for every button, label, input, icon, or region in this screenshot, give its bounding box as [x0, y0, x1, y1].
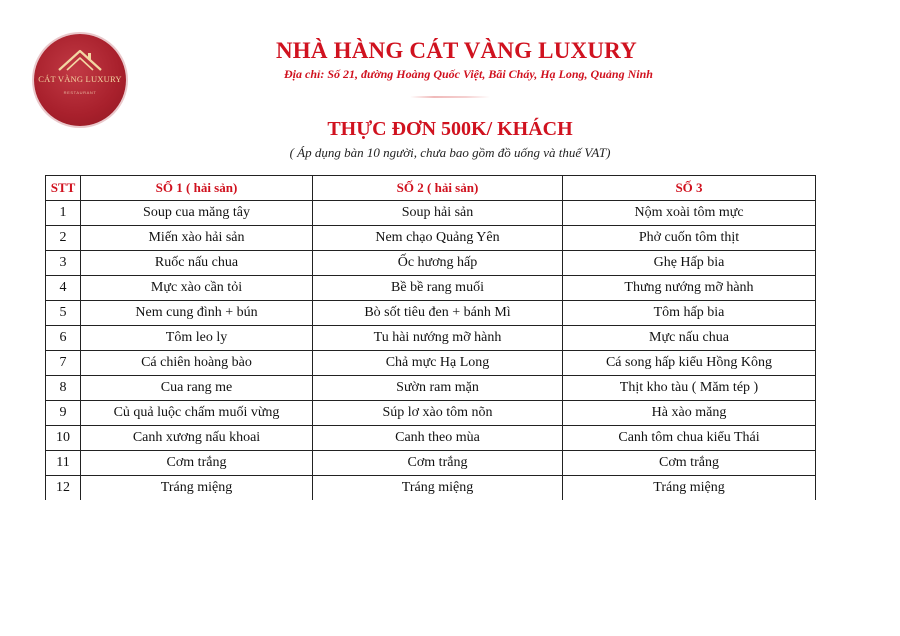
set-1-dish-cell: Cua rang me — [81, 376, 313, 401]
set-1-dish-cell: Tráng miệng — [81, 476, 313, 501]
set-3-dish-cell: Cá song hấp kiểu Hồng Kông — [563, 351, 816, 376]
column-header-set-3: SỐ 3 — [563, 176, 816, 201]
set-3-dish-cell: Tôm hấp bia — [563, 301, 816, 326]
table-row — [46, 326, 816, 351]
set-3-dish-cell: Canh tôm chua kiểu Thái — [563, 426, 816, 451]
set-3-dish-cell: Cơm trắng — [563, 451, 816, 476]
logo-subtext: RESTAURANT — [63, 90, 97, 95]
table-row — [46, 376, 816, 401]
set-2-dish-cell: Sườn ram mặn — [313, 376, 563, 401]
set-2-dish-cell: Cơm trắng — [313, 451, 563, 476]
menu-table-body — [46, 201, 816, 501]
set-1-dish-cell: Ruốc nấu chua — [81, 251, 313, 276]
set-2-dish-cell: Bò sốt tiêu đen + bánh Mì — [313, 301, 563, 326]
set-1-dish-cell: Miến xào hải sản — [81, 226, 313, 251]
set-3-dish-cell: Thịt kho tàu ( Măm tép ) — [563, 376, 816, 401]
row-number-cell: 6 — [46, 326, 81, 351]
set-1-dish-cell: Soup cua măng tây — [81, 201, 313, 226]
set-2-dish-cell: Bề bề rang muối — [313, 276, 563, 301]
row-number-cell: 11 — [46, 451, 81, 476]
menu-subtitle: ( Áp dụng bàn 10 người, chưa bao gồm đồ uống và thuế VAT) — [289, 145, 611, 160]
row-number-cell: 9 — [46, 401, 81, 426]
row-number-cell: 1 — [46, 201, 81, 226]
column-header-set-2: SỐ 2 ( hải sản) — [313, 176, 563, 201]
restaurant-name: NHÀ HÀNG CÁT VÀNG LUXURY — [276, 38, 637, 63]
column-header-set-1: SỐ 1 ( hải sản) — [81, 176, 313, 201]
table-row — [46, 226, 816, 251]
set-1-dish-cell: Cơm trắng — [81, 451, 313, 476]
set-1-dish-cell: Cá chiên hoàng bào — [81, 351, 313, 376]
set-2-dish-cell: Ốc hương hấp — [313, 251, 563, 276]
menu-table — [45, 175, 816, 500]
table-row — [46, 276, 816, 301]
set-1-dish-cell: Canh xương nấu khoai — [81, 426, 313, 451]
set-3-dish-cell: Hà xào măng — [563, 401, 816, 426]
table-row — [46, 201, 816, 226]
set-1-dish-cell: Củ quả luộc chấm muối vừng — [81, 401, 313, 426]
logo-text: CÁT VÀNG LUXURY — [38, 74, 122, 84]
roof-icon — [55, 46, 105, 72]
set-2-dish-cell: Chả mực Hạ Long — [313, 351, 563, 376]
set-3-dish-cell: Mực nấu chua — [563, 326, 816, 351]
table-row — [46, 301, 816, 326]
divider — [410, 96, 490, 98]
restaurant-logo — [34, 34, 126, 126]
set-3-dish-cell: Nộm xoài tôm mực — [563, 201, 816, 226]
set-3-dish-cell: Phở cuốn tôm thịt — [563, 226, 816, 251]
set-3-dish-cell: Thưng nướng mỡ hành — [563, 276, 816, 301]
row-number-cell: 10 — [46, 426, 81, 451]
set-2-dish-cell: Tu hài nướng mỡ hành — [313, 326, 563, 351]
set-2-dish-cell: Soup hải sản — [313, 201, 563, 226]
table-row — [46, 451, 816, 476]
set-2-dish-cell: Súp lơ xào tôm nõn — [313, 401, 563, 426]
row-number-cell: 3 — [46, 251, 81, 276]
set-3-dish-cell: Ghẹ Hấp bia — [563, 251, 816, 276]
set-1-dish-cell: Tôm leo ly — [81, 326, 313, 351]
row-number-cell: 4 — [46, 276, 81, 301]
table-row — [46, 426, 816, 451]
menu-title: THỰC ĐƠN 500K/ KHÁCH — [327, 118, 573, 140]
table-row — [46, 401, 816, 426]
row-number-cell: 7 — [46, 351, 81, 376]
row-number-cell: 5 — [46, 301, 81, 326]
set-2-dish-cell: Tráng miệng — [313, 476, 563, 501]
column-header-stt: STT — [46, 176, 81, 201]
table-row — [46, 476, 816, 501]
set-2-dish-cell: Canh theo mùa — [313, 426, 563, 451]
table-row — [46, 251, 816, 276]
set-3-dish-cell: Tráng miệng — [563, 476, 816, 501]
table-header-row — [46, 176, 816, 201]
row-number-cell: 2 — [46, 226, 81, 251]
table-row — [46, 351, 816, 376]
row-number-cell: 8 — [46, 376, 81, 401]
restaurant-address: Địa chỉ: Số 21, đường Hoàng Quốc Việt, Bãi Cháy, Hạ Long, Quảng Ninh — [284, 67, 653, 81]
set-1-dish-cell: Mực xào cần tỏi — [81, 276, 313, 301]
set-1-dish-cell: Nem cung đình + bún — [81, 301, 313, 326]
set-2-dish-cell: Nem chạo Quảng Yên — [313, 226, 563, 251]
row-number-cell: 12 — [46, 476, 81, 501]
